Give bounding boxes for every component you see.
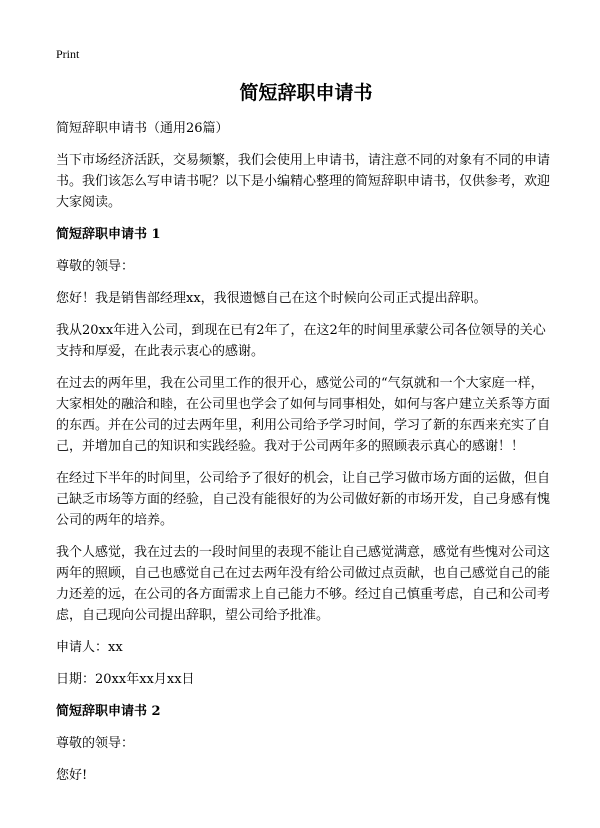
letter-1-applicant: 申请人：xx (56, 640, 123, 655)
intro-subtitle: 简短辞职申请书（通用26篇） (56, 121, 229, 136)
intro-description: 当下市场经济活跃，交易频繁，我们会使用上申请书，请注意不同的对象有不同的申请书。我们该怎么写申请书呢？以下是小编精心整理的简短辞职申请书，仅供参考，欢迎大家阅读。 (56, 153, 551, 210)
print-link[interactable]: Print (56, 47, 80, 61)
letter-2-greeting: 您好! (56, 768, 88, 783)
letter-1-paragraph: 我个人感觉，我在过去的一段时间里的表现不能让自己感觉满意，感觉有些愧对公司这两年的照顾，自己也感觉自己在过去两年没有给公司做过点贡献，也自己感觉自己的能力还差的远，在公司的各方面需求上自己能力不够。经过自己慎重考虑，自己和公司考虑，自己现向公司提出辞职，望公司给予批准。 (56, 545, 551, 623)
letter-2-heading: 简短辞职申请书 2 (56, 704, 161, 719)
page-title: 简短辞职申请书 (239, 82, 373, 104)
letter-1-heading: 简短辞职申请书 1 (56, 227, 161, 242)
letter-2-salutation: 尊敬的领导： (56, 736, 135, 751)
letter-1-paragraph: 我从20xx年进入公司，到现在已有2年了，在这2年的时间里承蒙公司各位领导的关心支持和厚爱，在此表示衷心的感谢。 (56, 323, 546, 359)
document-body (56, 118, 556, 797)
letter-1-date: 日期：20xx年xx月xx日 (56, 672, 195, 687)
letter-1-paragraph: 在经过下半年的时间里，公司给予了很好的机会，让自己学习做市场方面的运做，但自己缺乏市场等方面的经验，自己没有能很好的为公司做好新的市场开发，自己身感有愧公司的两年的培养。 (56, 471, 551, 528)
letter-1-paragraph: 在过去的两年里，我在公司里工作的很开心，感觉公司的“气氛就和一个大家庭一样，大家相处的融洽和睦，在公司里也学会了如何与同事相处，如何与客户建立关系等方面的东西。并在公司的过去两年里，利用公司给予学习时间，学习了新的东西来充实了自己，并增加自己的知识和实践经验。我对于公司两年多的照顾表示真心的感谢！！ (56, 376, 551, 454)
letter-1-paragraph: 您好！我是销售部经理xx，我很遗憾自己在这个时候向公司正式提出辞职。 (56, 291, 487, 306)
letter-1-salutation: 尊敬的领导： (56, 259, 135, 274)
